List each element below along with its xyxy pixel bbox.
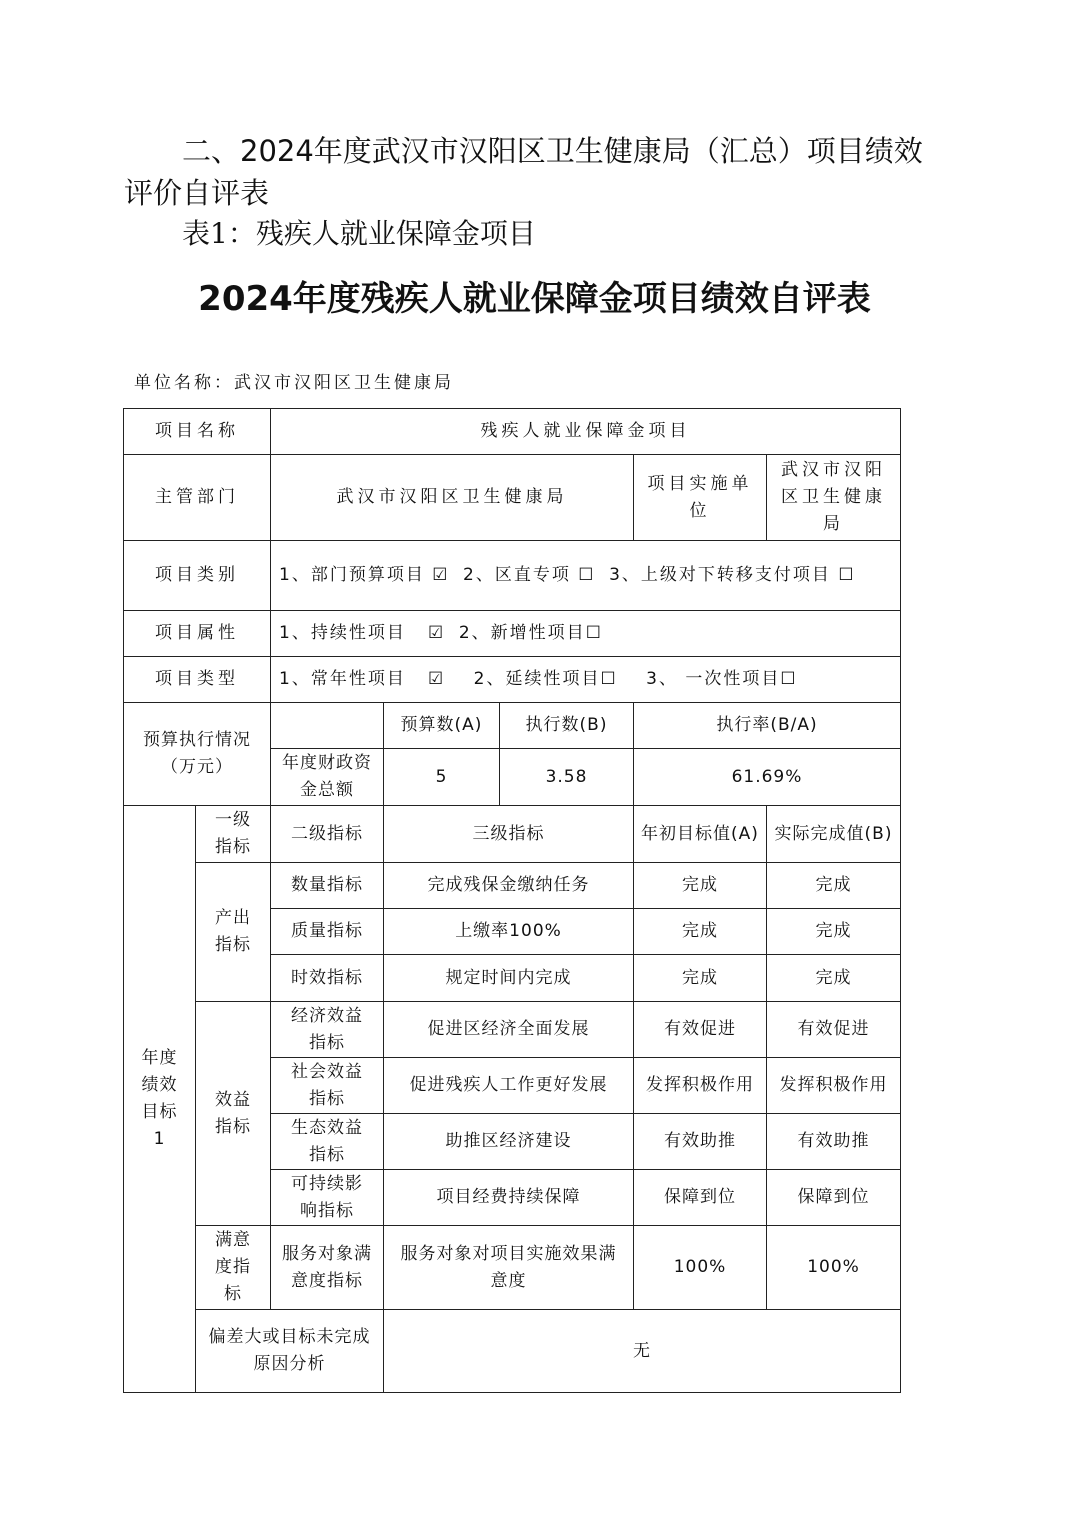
goal-l2: 数量指标 bbox=[271, 863, 384, 909]
category-opt1: 1、部门预算项目 bbox=[279, 565, 425, 585]
unit-name-line: 单位名称：武汉市汉阳区卫生健康局 bbox=[134, 373, 454, 393]
type-options bbox=[271, 657, 901, 703]
goal-l3: 规定时间内完成 bbox=[384, 955, 634, 1002]
checkbox-icon: ☐ bbox=[585, 623, 603, 643]
dept-label: 主管部门 bbox=[124, 455, 271, 541]
goal-l2: 经济效益指标 bbox=[271, 1002, 384, 1058]
type-opt1: 1、常年性项目 bbox=[279, 669, 406, 689]
budget-label: 预算执行情况（万元） bbox=[124, 703, 271, 806]
goal-target: 有效促进 bbox=[634, 1002, 767, 1058]
budget-a-value: 5 bbox=[384, 749, 500, 806]
checked-box-icon: ☑ bbox=[428, 669, 446, 689]
goals-header-target: 年初目标值(A) bbox=[634, 806, 767, 863]
attribute-opt2: 2、新增性项目 bbox=[458, 623, 586, 643]
goal-target: 完成 bbox=[634, 955, 767, 1002]
category-label: 项目类别 bbox=[124, 541, 271, 611]
checked-box-icon: ☑ bbox=[428, 623, 446, 643]
checked-box-icon: ☑ bbox=[432, 565, 450, 585]
project-name-value: 残疾人就业保障金项目 bbox=[271, 409, 901, 455]
budget-b-value: 3.58 bbox=[500, 749, 634, 806]
goal-actual: 有效助推 bbox=[767, 1114, 901, 1170]
goal-l3: 促进区经济全面发展 bbox=[384, 1002, 634, 1058]
dept-value: 武汉市汉阳区卫生健康局 bbox=[271, 455, 634, 541]
section-heading-cont: 评价自评表 bbox=[124, 176, 270, 210]
type-label: 项目类型 bbox=[124, 657, 271, 703]
self-evaluation-table bbox=[123, 408, 901, 1393]
budget-col-rate: 执行率(B/A) bbox=[634, 703, 901, 749]
goal-actual: 100% bbox=[767, 1226, 901, 1310]
goal-l2: 质量指标 bbox=[271, 909, 384, 955]
goal-l2: 可持续影响指标 bbox=[271, 1170, 384, 1226]
goal-l3: 助推区经济建设 bbox=[384, 1114, 634, 1170]
table-label: 表1：残疾人就业保障金项目 bbox=[182, 217, 536, 250]
project-name-label: 项目名称 bbox=[124, 409, 271, 455]
attribute-opt1: 1、持续性项目 bbox=[279, 623, 406, 643]
budget-col-a: 预算数(A) bbox=[384, 703, 500, 749]
goal-actual: 完成 bbox=[767, 909, 901, 955]
goal-l3: 促进残疾人工作更好发展 bbox=[384, 1058, 634, 1114]
budget-empty-cell bbox=[271, 703, 384, 749]
category-opt3: 3、上级对下转移支付项目 bbox=[609, 565, 831, 585]
goal-actual: 完成 bbox=[767, 863, 901, 909]
goal-l3: 服务对象对项目实施效果满意度 bbox=[384, 1226, 634, 1310]
goal-target: 完成 bbox=[634, 909, 767, 955]
impl-unit-label: 项目实施单位 bbox=[634, 455, 767, 541]
goal-l2: 生态效益指标 bbox=[271, 1114, 384, 1170]
goal-l3: 项目经费持续保障 bbox=[384, 1170, 634, 1226]
goal-actual: 有效促进 bbox=[767, 1002, 901, 1058]
section-heading: 二、2024年度武汉市汉阳区卫生健康局（汇总）项目绩效 bbox=[182, 134, 923, 168]
deviation-value: 无 bbox=[384, 1310, 901, 1393]
goal-target: 有效助推 bbox=[634, 1114, 767, 1170]
deviation-label: 偏差大或目标未完成原因分析 bbox=[196, 1310, 384, 1393]
goal-target: 保障到位 bbox=[634, 1170, 767, 1226]
goal-target: 100% bbox=[634, 1226, 767, 1310]
attribute-label: 项目属性 bbox=[124, 611, 271, 657]
goals-header-actual: 实际完成值(B) bbox=[767, 806, 901, 863]
goal-target: 发挥积极作用 bbox=[634, 1058, 767, 1114]
goals-label: 年度绩效目标1 bbox=[124, 806, 196, 1393]
checkbox-icon: ☐ bbox=[780, 669, 798, 689]
goal-actual: 发挥积极作用 bbox=[767, 1058, 901, 1114]
attribute-options bbox=[271, 611, 901, 657]
page-title: 2024年度残疾人就业保障金项目绩效自评表 bbox=[198, 279, 871, 319]
output-indicator-label: 产出指标 bbox=[196, 863, 271, 1002]
goal-l2: 时效指标 bbox=[271, 955, 384, 1002]
goal-l2: 社会效益指标 bbox=[271, 1058, 384, 1114]
type-opt2: 2、延续性项目 bbox=[473, 669, 601, 689]
checkbox-icon: ☐ bbox=[578, 565, 596, 585]
goal-actual: 保障到位 bbox=[767, 1170, 901, 1226]
goal-target: 完成 bbox=[634, 863, 767, 909]
goals-header-l2: 二级指标 bbox=[271, 806, 384, 863]
type-opt3: 3、 一次性项目 bbox=[646, 669, 781, 689]
goal-l2: 服务对象满意度指标 bbox=[271, 1226, 384, 1310]
goal-l3: 上缴率100% bbox=[384, 909, 634, 955]
goal-l3: 完成残保金缴纳任务 bbox=[384, 863, 634, 909]
goals-header-l3: 三级指标 bbox=[384, 806, 634, 863]
impl-unit-value: 武汉市汉阳区卫生健康局 bbox=[767, 455, 901, 541]
goals-header-l1: 一级指标 bbox=[196, 806, 271, 863]
budget-col-b: 执行数(B) bbox=[500, 703, 634, 749]
satisfaction-indicator-label: 满意度指标 bbox=[196, 1226, 271, 1310]
checkbox-icon: ☐ bbox=[600, 669, 618, 689]
goal-actual: 完成 bbox=[767, 955, 901, 1002]
category-options bbox=[271, 541, 901, 611]
budget-row-label: 年度财政资金总额 bbox=[271, 749, 384, 806]
checkbox-icon: ☐ bbox=[838, 565, 856, 585]
benefit-indicator-label: 效益指标 bbox=[196, 1002, 271, 1226]
category-opt2: 2、区直专项 bbox=[463, 565, 571, 585]
budget-rate-value: 61.69% bbox=[634, 749, 901, 806]
